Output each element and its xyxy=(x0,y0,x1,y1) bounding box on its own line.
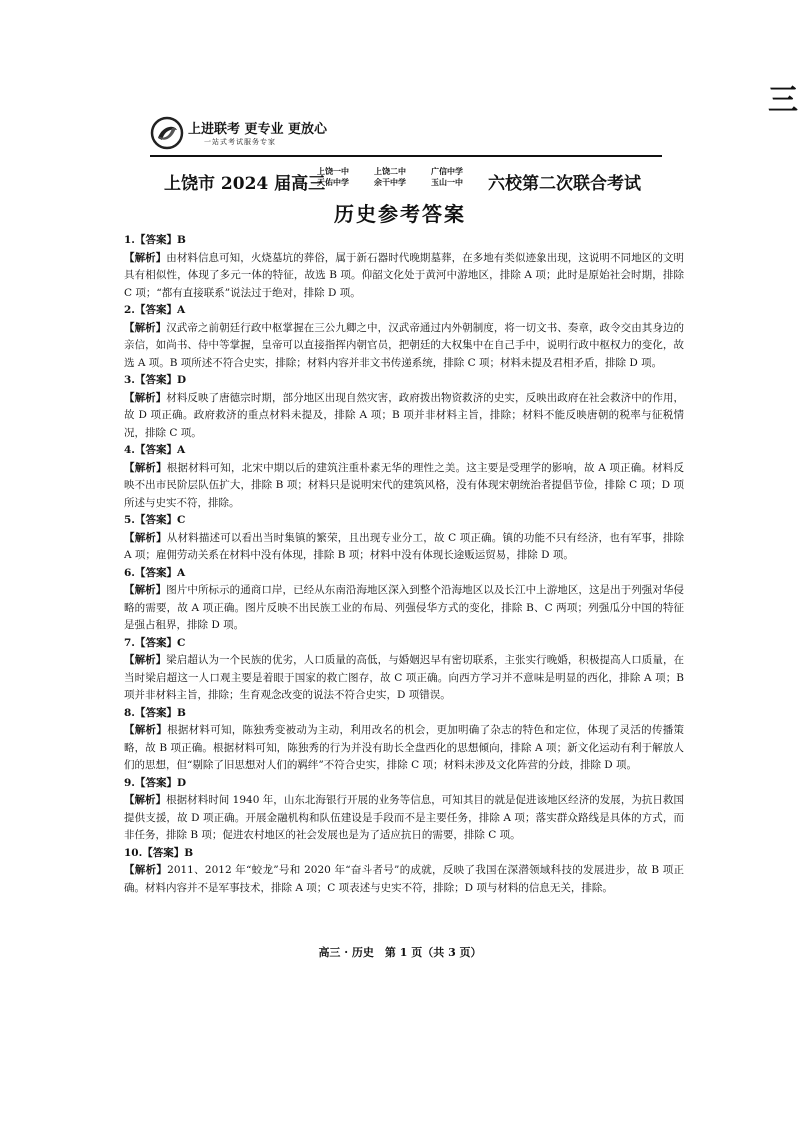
answer-list xyxy=(124,232,684,897)
logo-tagline: 一站式考试服务专家 xyxy=(204,138,276,146)
question-item xyxy=(124,302,684,372)
explanation: 【解析】由材料信息可知，火烧墓坑的葬俗，属于新石器时代晚期墓葬，在多地有类似迹象出现，这说明不同地区的文明具有相似性，体现了多元一体的特征，故选 B 项。仰韶文化处于黄河中游地区，排除 A 项；此时是原始社会时期，排除 C 项；“都有直接联系”说法过于绝对，排除 D 项。 xyxy=(124,251,685,299)
publisher-logo xyxy=(150,116,350,156)
question-item xyxy=(124,442,684,512)
question-item xyxy=(124,705,684,775)
header-divider xyxy=(150,155,662,157)
answer-line: 1.【答案】B xyxy=(124,234,186,246)
school-name: 余干中学 xyxy=(374,177,406,187)
answer-line: 10.【答案】B xyxy=(124,846,194,859)
answer-line: 3.【答案】D xyxy=(124,374,187,386)
logo-slogan: 上进联考 更专业 更放心 xyxy=(188,122,328,137)
question-item xyxy=(124,372,684,442)
question-item xyxy=(124,635,684,705)
answer-line: 6.【答案】A xyxy=(124,566,186,579)
question-item xyxy=(124,845,684,898)
explanation: 【解析】根据材料可知，陈独秀变被动为主动，利用改名的机会，更加明确了杂志的特色和定位，体现了灵活的传播策略，故 B 项正确。根据材料可知，陈独秀的行为并没有助长全盘西化的思想倾向，排除 A 项；新文化运动有利于解放人们的思想，但“剔除了旧思想对人们的羁绊”不符合史实，排除 C 项；材料未涉及文化阵营的分歧，排除 D 项。 xyxy=(124,724,685,771)
page-title: 历史参考答案 xyxy=(334,202,466,226)
school-name: 玉山一中 xyxy=(431,177,463,187)
question-item xyxy=(124,775,684,845)
school-group-2 xyxy=(374,166,406,188)
explanation: 【解析】从材料描述可以看出当时集镇的繁荣，且出现专业分工，故 C 项正确。镇的功能不只有经济，也有军事，排除 A 项；雇佣劳动关系在材料中没有体现，排除 B 项；材料中没有体现长途贩运贸易，排除 D 项。 xyxy=(124,531,685,561)
explanation: 【解析】根据材料时间 1940 年，山东北海银行开展的业务等信息，可知其目的就是促进该地区经济的发展，为抗日救国提供支援，故 D 项正确。开展金融机构和队伍建设是手段而不是主要任务，排除 A 项；落实群众路线是具体的方式，而非任务，排除 B 项；促进农村地区的社会发展也是为了适应抗日的需要，排除 C 项。 xyxy=(124,794,684,841)
answer-line: 7.【答案】C xyxy=(124,636,186,649)
explanation: 【解析】图片中所标示的通商口岸，已经从东南沿海地区深入到整个沿海地区以及长江中上游地区，这是出于列强对华侵略的需要，故 A 项正确。图片反映不出民族工业的布局、列强侵华方式的变化，排除 B、C 两项；列强瓜分中国的特征是强占租界，排除 D 项。 xyxy=(124,584,685,631)
school-name: 上饶二中 xyxy=(374,166,406,176)
school-name: 上饶一中 xyxy=(317,166,349,176)
school-name: 广信中学 xyxy=(431,166,463,176)
answer-line: 5.【答案】C xyxy=(124,514,186,526)
answer-line: 8.【答案】B xyxy=(124,706,186,719)
school-group-3 xyxy=(431,166,463,188)
swirl-logo-icon xyxy=(150,116,184,150)
title-prefix: 上饶市 2024 届高三 xyxy=(164,174,326,194)
explanation: 【解析】汉武帝之前朝廷行政中枢掌握在三公九卿之中，汉武帝通过内外朝制度，将一切文书、奏章，政令交由其身边的亲信，如尚书、侍中等掌握，皇帝可以直接指挥内朝官员，把朝廷的大权集中在自己手中，说明行政中枢权力的变化，故选 A 项。B 项所述不符合史实，排除；材料内容并非文书传递系统，排除 C 项；材料未提及君相矛盾，排除 D 项。 xyxy=(124,321,685,369)
answer-line: 2.【答案】A xyxy=(124,304,186,316)
school-group-1 xyxy=(317,166,349,188)
explanation: 【解析】梁启超认为一个民族的优劣，人口质量的高低，与婚姻迟早有密切联系，主张实行晚婚，积极提高人口质量，在当时梁启超这一人口观主要是着眼于国家的救亡图存，故 C 项正确。向西方学习并不意味是明显的西化，排除 A 项；B 项并非材料主旨，排除；生育观念改变的说法不符合史实，D 项错误。 xyxy=(124,654,685,701)
explanation: 【解析】2011、2012 年“蛟龙”号和 2020 年“奋斗者号”的成就，反映了我国在深潜领域科技的发展进步，故 B 项正确。材料内容并不是军事技术，排除 A 项；C 项表述与史实不符，排除；D 项与材料的信息无关，排除。 xyxy=(124,864,684,894)
question-item xyxy=(124,512,684,565)
page-footer: 高三 · 历史 第 1 页（共 3 页） xyxy=(318,946,482,959)
answer-line: 4.【答案】A xyxy=(124,444,186,456)
explanation: 【解析】材料反映了唐德宗时期，部分地区出现自然灾害，政府拨出物资救济的史实，反映出政府在社会救济中的作用，故 D 项正确。政府救济的重点材料未提及，排除 A 项；B 项并非材料主旨，排除；材料不能反映唐朝的税率与征税情况，排除 C 项。 xyxy=(124,391,685,439)
corner-mark: 三 xyxy=(768,83,798,118)
question-item xyxy=(124,232,684,302)
school-name: 天佑中学 xyxy=(317,177,349,187)
explanation: 【解析】根据材料可知，北宋中期以后的建筑注重朴素无华的理性之美。这主要是受理学的影响，故 A 项正确。材料反映不出市民阶层队伍扩大，排除 B 项；材料只是说明宋代的建筑风格，没有体现宋朝统治者提倡节俭，排除 C 项；D 项所述与史实不符，排除。 xyxy=(124,461,684,509)
title-suffix: 六校第二次联合考试 xyxy=(488,174,641,194)
answer-line: 9.【答案】D xyxy=(124,776,187,789)
question-item xyxy=(124,565,684,635)
exam-title xyxy=(0,163,800,197)
